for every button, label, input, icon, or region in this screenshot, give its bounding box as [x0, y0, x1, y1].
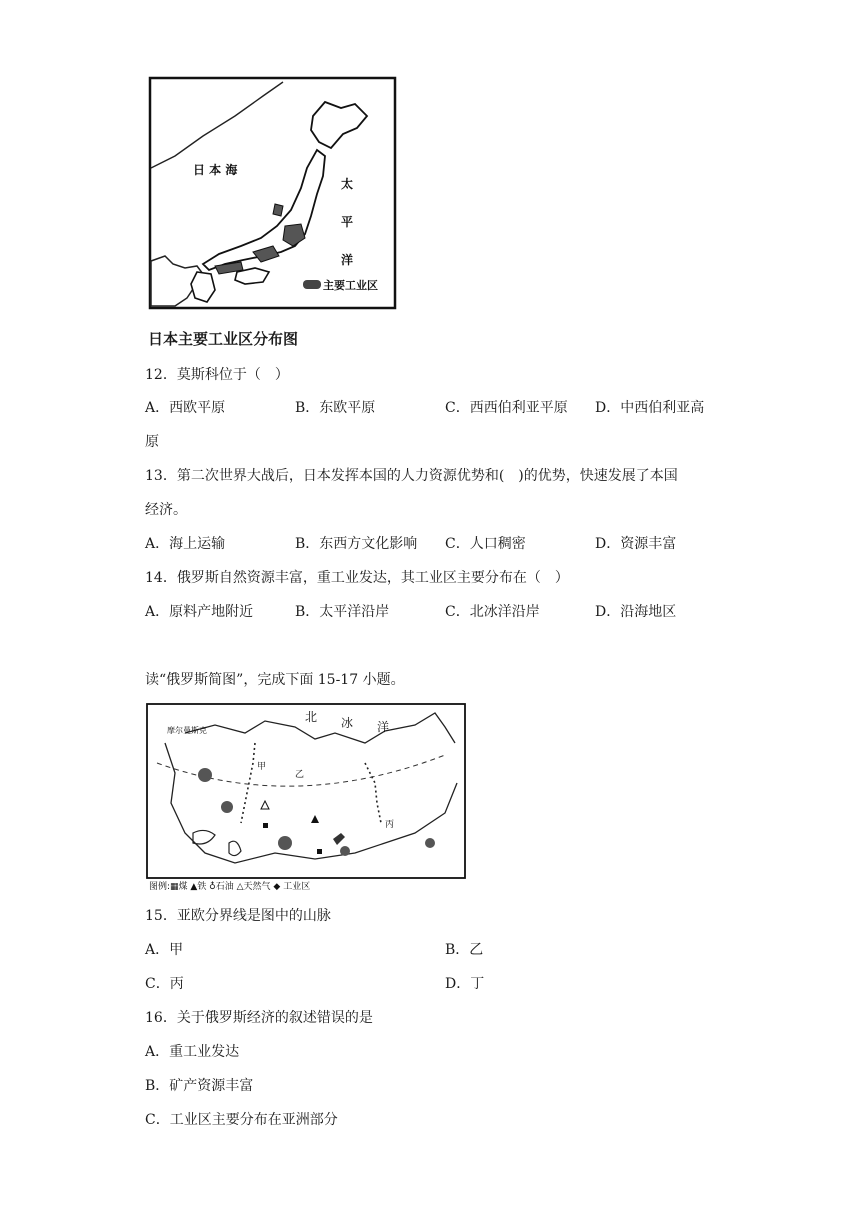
pacific-label-1: 太: [341, 177, 354, 191]
q15-stem: 15．亚欧分界线是图中的山脉: [145, 908, 331, 924]
japan-map-figure: [145, 76, 397, 312]
arctic-label-3: 洋: [377, 720, 390, 734]
q13-stem: 13．第二次世界大战后，日本发挥本国的人力资源优势和( )的优势，快速发展了本国: [145, 468, 678, 484]
mountain-label-jia: 甲: [257, 762, 267, 772]
industrial-zone-legend-icon: [303, 280, 321, 289]
q15-option-d: D．丁: [445, 976, 485, 992]
q14-option-d: D．沿海地区: [595, 604, 677, 620]
q13-option-a: A．海上运输: [145, 536, 226, 552]
q12-option-c: C．西西伯利亚平原: [445, 400, 568, 416]
q15-option-b: B．乙: [445, 942, 484, 958]
q12-option-b: B．东欧平原: [295, 400, 376, 416]
q13-option-b: B．东西方文化影响: [295, 536, 418, 552]
arctic-label-2: 冰: [341, 716, 354, 730]
q12-option-d: D．中西伯利亚高: [595, 400, 705, 416]
q14-option-b: B．太平洋沿岸: [295, 604, 390, 620]
q14-stem: 14．俄罗斯自然资源丰富，重工业发达，其工业区主要分布在（ ）: [145, 570, 569, 586]
q13-option-c: C．人口稠密: [445, 536, 526, 552]
q16-option-a: A．重工业发达: [145, 1044, 240, 1060]
russia-legend: 图例:▦煤 ▲铁 ♁石油 △天然气 ◆ 工业区: [149, 882, 311, 892]
pacific-label-2: 平: [341, 215, 354, 229]
pacific-label-3: 洋: [341, 253, 354, 267]
q14-option-c: C．北冰洋沿岸: [445, 604, 540, 620]
russia-map-figure: [145, 703, 467, 893]
q13-stem-wrap: 经济。: [145, 502, 187, 518]
japan-sea-label: 日 本 海: [193, 163, 238, 177]
arctic-label-1: 北: [305, 710, 318, 724]
mountain-label-bing: 丙: [385, 820, 395, 830]
q12-option-d-wrap: 原: [145, 434, 159, 450]
japan-legend-label: 主要工业区: [323, 279, 378, 292]
q16-option-b: B．矿产资源丰富: [145, 1078, 254, 1094]
q14-option-a: A．原料产地附近: [145, 604, 254, 620]
russia-map: [145, 703, 467, 893]
q15-option-c: C．丙: [145, 976, 184, 992]
q16-option-c: C．工业区主要分布在亚洲部分: [145, 1112, 338, 1128]
q16-stem: 16．关于俄罗斯经济的叙述错误的是: [145, 1010, 373, 1026]
mountain-label-yi: 乙: [295, 770, 305, 780]
q13-option-d: D．资源丰富: [595, 536, 677, 552]
q12-option-a: A．西欧平原: [145, 400, 226, 416]
japan-map-caption: 日本主要工业区分布图: [148, 330, 299, 348]
murmansk-label: 摩尔曼斯克: [167, 726, 207, 735]
q12-stem: 12．莫斯科位于（ ）: [145, 367, 289, 383]
q15-option-a: A．甲: [145, 942, 184, 958]
japan-map: [145, 76, 397, 312]
group-intro: 读“俄罗斯简图”，完成下面 15-17 小题。: [145, 672, 405, 688]
